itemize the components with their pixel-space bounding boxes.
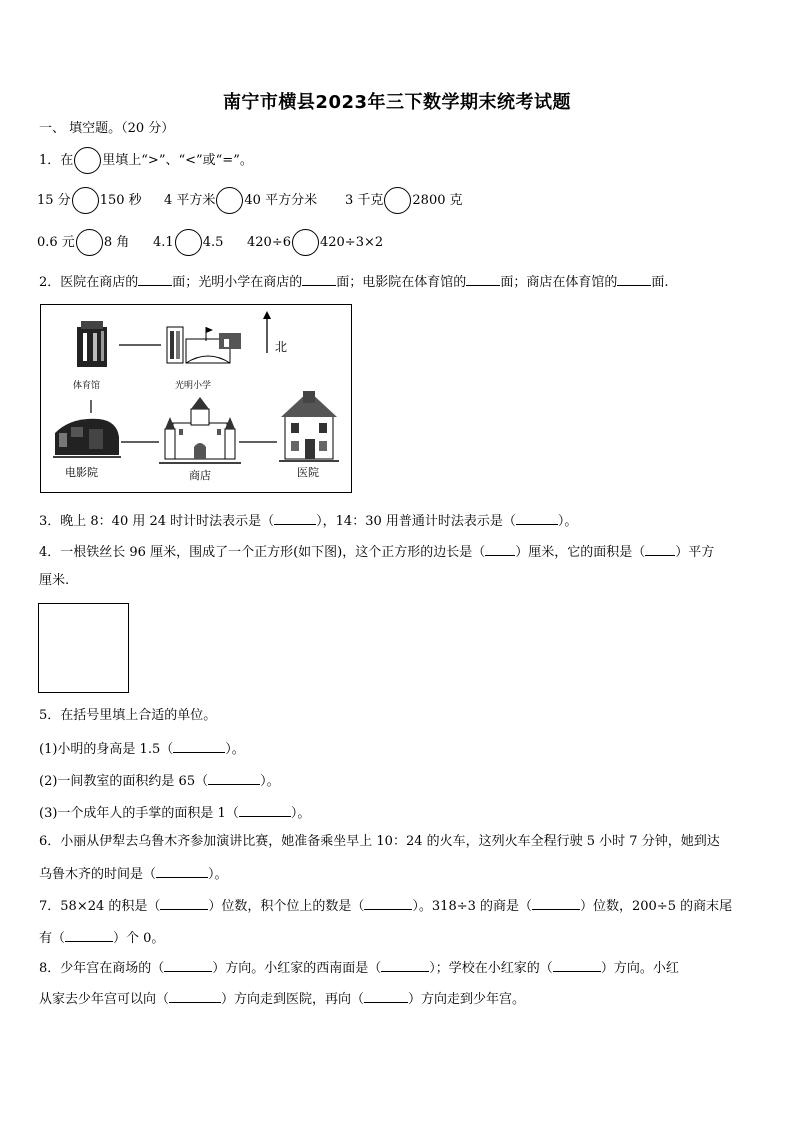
answer-circle[interactable] <box>292 229 319 256</box>
q7-text: 有（ <box>39 931 66 946</box>
question-7-line-1 <box>39 896 732 915</box>
answer-blank[interactable] <box>156 864 208 878</box>
school-label: 光明小学 <box>175 381 212 391</box>
question-8-line-2 <box>39 989 525 1008</box>
shop-icon <box>159 397 241 463</box>
answer-circle[interactable] <box>72 187 99 214</box>
answer-blank[interactable] <box>645 542 675 556</box>
answer-blank[interactable] <box>65 928 113 942</box>
q5-text: ）。 <box>260 774 280 789</box>
question-5-item-3 <box>39 803 310 822</box>
q1-intro-a: 1．在 <box>39 153 74 168</box>
q1-right-term: 150 秒 <box>99 193 142 208</box>
q1-left-term: 4.1 <box>153 235 174 250</box>
question-1-row-1b <box>164 187 317 214</box>
cinema-icon <box>53 419 121 457</box>
question-4-line-1 <box>39 542 714 561</box>
school-icon <box>167 327 241 363</box>
q1-left-term: 4 平方米 <box>164 193 216 208</box>
answer-blank[interactable] <box>164 958 212 972</box>
answer-blank[interactable] <box>160 896 208 910</box>
question-5-intro: 5．在括号里填上合适的单位。 <box>39 708 217 723</box>
answer-blank[interactable] <box>553 958 601 972</box>
q8-text: ）方向走到少年宫。 <box>408 992 526 1007</box>
q1-right-term: 40 平方分米 <box>244 193 318 208</box>
q6-text: ）。 <box>208 867 228 882</box>
question-2 <box>39 272 668 291</box>
square-figure <box>38 603 129 693</box>
q7-text: ）位数，积个位上的数是（ <box>208 899 365 914</box>
q5-text: ）。 <box>290 806 311 821</box>
answer-circle[interactable] <box>74 147 101 174</box>
q3-text: ）。 <box>557 514 578 529</box>
q4-text: 4．一根铁丝长 96 厘米，围成了一个正方形(如下图)，这个正方形的边长是（ <box>39 545 486 560</box>
q3-text: 3．晚上 8：40 用 24 时计时法表示是（ <box>39 514 275 529</box>
answer-blank[interactable] <box>617 272 651 286</box>
answer-blank[interactable] <box>302 272 336 286</box>
q8-text: ）方向。小红 <box>600 961 679 976</box>
question-6-line-2 <box>39 864 228 883</box>
q7-text: ）个 0。 <box>113 931 165 946</box>
question-1-row-2c <box>247 229 383 256</box>
question-5-item-1 <box>39 739 245 758</box>
question-7-line-2 <box>39 928 164 947</box>
q1-left-term: 0.6 元 <box>37 235 75 250</box>
answer-blank[interactable] <box>532 896 580 910</box>
answer-blank[interactable] <box>364 989 408 1003</box>
question-1-row-1 <box>37 187 142 214</box>
q6-text: 乌鲁木齐的时间是（ <box>39 867 157 882</box>
shop-label: 商店 <box>189 469 211 482</box>
map-figure <box>40 304 352 493</box>
question-1-row-2 <box>37 229 129 256</box>
q2-text: 面；商店在体育馆的 <box>500 275 618 290</box>
q7-text: 7．58×24 的积是（ <box>39 899 161 914</box>
q4-text: ）平方 <box>675 545 715 560</box>
q7-text: ）。318÷3 的商是（ <box>412 899 533 914</box>
hospital-label: 医院 <box>297 466 319 479</box>
q1-intro-b: 里填上“>”、“<”或“=”。 <box>102 153 253 168</box>
question-1-row-2b <box>153 229 223 256</box>
page-title: 南宁市横县2023年三下数学期末统考试题 <box>222 92 572 113</box>
q1-right-term: 8 角 <box>103 235 130 250</box>
q8-text: ）方向走到医院，再向（ <box>221 992 365 1007</box>
answer-blank[interactable] <box>381 958 429 972</box>
answer-circle[interactable] <box>76 229 103 256</box>
q8-text: ）方向。小红家的西南面是（ <box>212 961 382 976</box>
answer-blank[interactable] <box>208 771 260 785</box>
q2-text: 面；电影院在体育馆的 <box>336 275 467 290</box>
cinema-label: 电影院 <box>65 466 98 479</box>
q7-text: ）位数，200÷5 的商末尾 <box>580 899 733 914</box>
q8-text: 从家去少年宫可以向（ <box>39 992 170 1007</box>
q2-text: 面. <box>651 275 669 290</box>
q1-right-term: 420÷3×2 <box>319 235 384 250</box>
answer-blank[interactable] <box>516 511 558 525</box>
q1-right-term: 2800 克 <box>412 193 463 208</box>
q1-left-term: 15 分 <box>37 193 71 208</box>
north-arrowhead-icon <box>263 311 271 319</box>
question-5-item-2 <box>39 771 280 790</box>
answer-blank[interactable] <box>138 272 172 286</box>
answer-blank[interactable] <box>364 896 412 910</box>
q5-text: (1)小明的身高是 1.5（ <box>39 742 174 757</box>
answer-circle[interactable] <box>384 187 411 214</box>
q4-text: ）厘米，它的面积是（ <box>515 545 646 560</box>
question-4-line-2: 厘米. <box>39 573 70 588</box>
q3-text: ），14：30 用普通计时法表示是（ <box>316 514 516 529</box>
answer-blank[interactable] <box>173 739 225 753</box>
answer-circle[interactable] <box>175 229 202 256</box>
question-6-line-1: 6．小丽从伊犁去乌鲁木齐参加演讲比赛，她准备乘坐早上 10：24 的火车，这列火车全程行驶 5 小时 7 分钟，她到达 <box>39 834 720 849</box>
q1-left-term: 420÷6 <box>247 235 291 250</box>
q5-text: ）。 <box>225 742 245 757</box>
answer-blank[interactable] <box>169 989 221 1003</box>
answer-blank[interactable] <box>485 542 515 556</box>
q5-text: (3)一个成年人的手掌的面积是 1（ <box>39 806 239 821</box>
q5-text: (2)一间教室的面积约是 65（ <box>39 774 209 789</box>
answer-blank[interactable] <box>466 272 500 286</box>
answer-circle[interactable] <box>216 187 243 214</box>
gymnasium-label: 体育馆 <box>73 381 101 391</box>
north-label: 北 <box>275 340 288 354</box>
gymnasium-icon <box>77 321 107 367</box>
q1-right-term: 4.5 <box>202 235 224 250</box>
q2-text: 面；光明小学在商店的 <box>172 275 303 290</box>
question-8-line-1 <box>39 958 679 977</box>
q1-left-term: 3 千克 <box>345 193 384 208</box>
answer-blank[interactable] <box>239 803 291 817</box>
hospital-icon <box>279 391 339 461</box>
q8-text: ）；学校在小红家的（ <box>429 961 553 976</box>
q8-text: 8．少年宫在商场的（ <box>39 961 165 976</box>
question-3 <box>39 511 577 530</box>
answer-blank[interactable] <box>274 511 316 525</box>
question-1-row-1c <box>345 187 463 214</box>
section-heading: 一、 填空题。（20 分） <box>39 121 175 136</box>
question-1-intro <box>39 147 253 174</box>
q2-text: 2．医院在商店的 <box>39 275 139 290</box>
